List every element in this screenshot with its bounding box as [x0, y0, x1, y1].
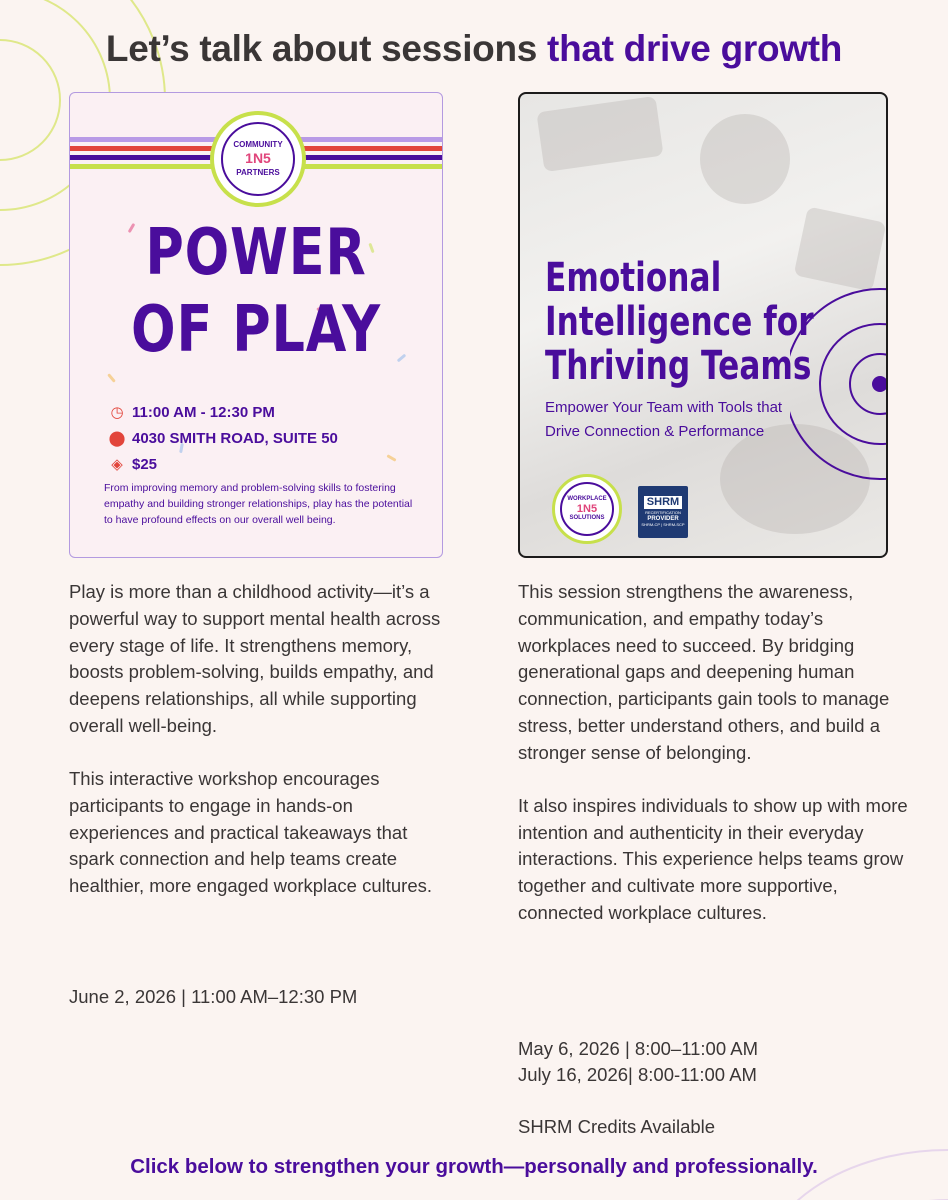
event-address-row	[108, 429, 338, 447]
emotional-intelligence-date-2: July 16, 2026| 8:00-11:00 AM	[518, 1064, 757, 1085]
emotional-intelligence-poster[interactable]	[518, 92, 888, 558]
event-price-row	[108, 455, 157, 473]
poster-description: From improving memory and problem-solving skills to fostering empathy and building stronger relationships, play has the potential to have profound effects on our overall well being.	[104, 482, 413, 526]
background-photo-shape	[700, 114, 790, 204]
shrm-line1: RECERTIFICATION	[645, 510, 681, 516]
paragraph: Play is more than a childhood activity—it’s a powerful way to support mental health across every stage of life. It strengthens memory, boosts problem-solving, builds empathy, and deepens relationships, all while supporting overall well-being.	[69, 581, 441, 737]
emotional-intelligence-date-1: May 6, 2026 | 8:00–11:00 AM	[518, 1038, 758, 1059]
paragraph: It also inspires individuals to show up with more intention and authenticity in their everyday interactions. This experience helps teams grow together and cultivate more supportive, connected workplace cultures.	[518, 794, 908, 923]
poster-title-line3: Thriving Teams	[545, 343, 812, 389]
shrm-provider-badge	[638, 486, 688, 538]
1n5-logo: 1N5	[576, 502, 598, 515]
poster-title-line2: Intelligence for	[545, 299, 814, 345]
shrm-logo: SHRM	[644, 496, 682, 509]
paragraph: This interactive workshop encourages participants to engage in hands-on experiences and practical takeaways that spark connection and help teams create healthier, more engaged workplace cultures.	[69, 767, 433, 897]
poster-subtitle: Empower Your Team with Tools that Drive Connection & Performance	[545, 399, 783, 440]
clock-icon: ◷	[110, 404, 124, 421]
1n5-logo: 1N5	[245, 150, 271, 167]
paragraph: This session strengthens the awareness, communication, and empathy today’s workplaces need to succeed. By bridging generational gaps and deepening human connection, participants gain tools to manage stress, better understand others, and build a stronger sense of belonging.	[518, 581, 890, 763]
poster-title-line1: POWER	[145, 216, 367, 290]
power-of-play-description	[69, 579, 449, 926]
workplace-solutions-badge	[552, 474, 622, 544]
power-of-play-poster[interactable]	[69, 92, 443, 558]
emotional-intelligence-description	[518, 579, 913, 953]
event-price: $25	[132, 455, 158, 473]
badge-bottom-text: PARTNERS	[236, 167, 280, 177]
poster-title	[545, 256, 814, 388]
shrm-line3: SHRM-CP | SHRM-SCP	[641, 522, 685, 528]
event-time: 11:00 AM - 12:30 PM	[132, 403, 275, 421]
poster-title	[103, 215, 408, 369]
page-headline	[0, 28, 948, 70]
location-pin-icon: ⬤	[108, 430, 126, 447]
poster-title-line2: OF PLAY	[131, 292, 381, 367]
headline-prefix: Let’s talk about sessions	[105, 28, 548, 69]
background-photo-shape	[536, 96, 663, 172]
decorative-arcs-right	[688, 1080, 948, 1200]
event-time-row	[108, 403, 275, 421]
event-address: 4030 SMITH ROAD, SUITE 50	[132, 429, 338, 447]
price-tag-icon: ◈	[111, 456, 123, 473]
confetti	[107, 373, 116, 383]
call-to-action[interactable]: Click below to strengthen your growth—personally and professionally.	[130, 1155, 818, 1178]
badge-top-text: COMMUNITY	[233, 139, 283, 149]
power-of-play-date: June 2, 2026 | 11:00 AM–12:30 PM	[69, 986, 358, 1007]
community-partners-badge	[210, 111, 306, 207]
confetti	[386, 454, 396, 462]
poster-title-line1: Emotional	[545, 255, 722, 301]
shrm-line2: PROVIDER	[647, 516, 679, 522]
shrm-credits-note: SHRM Credits Available	[518, 1116, 716, 1137]
badge-bottom-text: SOLUTIONS	[569, 515, 605, 522]
headline-accent: that drive growth	[547, 28, 843, 69]
badge-top-text: WORKPLACE	[567, 496, 607, 503]
